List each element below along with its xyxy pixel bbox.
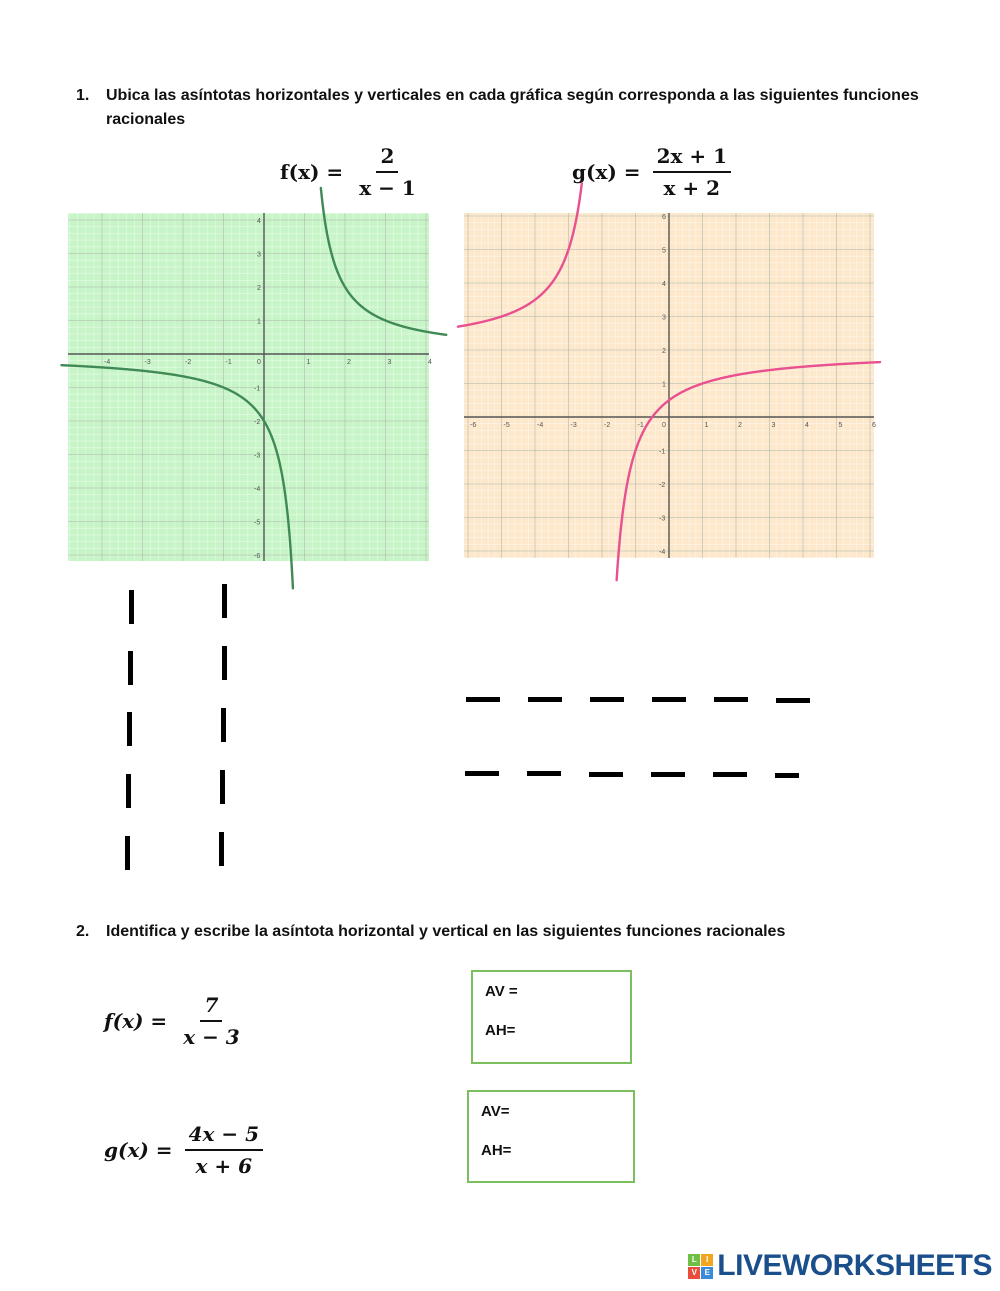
question-1-text-line2: racionales [106,111,186,128]
h-dash[interactable] [651,772,685,777]
question-2-number: 2. [76,923,90,940]
x-tick-label: -4 [104,359,111,366]
y-tick-label: -2 [659,482,666,489]
liveworksheets-logo-text: LIVEWORKSHEETS [717,1249,992,1282]
y-tick-label: -5 [254,519,261,527]
h-dash[interactable] [527,771,561,776]
question-1 [76,84,976,134]
logo-mark-letter: L [688,1254,700,1266]
answer-box-g[interactable] [467,1090,635,1183]
graph-g [464,213,874,558]
graph-f [68,213,432,561]
formula-g-denominator: x + 2 [663,176,721,200]
x-tick-label: 4 [428,359,432,366]
formula-f-q2 [104,991,244,1051]
y-tick-label: 4 [257,218,261,225]
v-dash[interactable] [128,651,133,685]
formula-f2-numerator: 7 [200,993,222,1022]
x-tick-label: -5 [503,422,510,429]
formula-g2-lhs: g(x) = [104,1138,173,1162]
y-tick-label: 2 [662,348,666,355]
v-dash[interactable] [220,770,225,804]
x-tick-label: -2 [185,359,192,366]
h-dash[interactable] [775,773,799,778]
x-tick-label: 2 [347,359,351,366]
y-tick-label: -3 [659,515,666,523]
x-tick-label: -6 [470,422,477,429]
v-dash[interactable] [125,836,130,870]
logo-mark-letter: E [701,1267,713,1279]
liveworksheets-logo-mark [688,1254,713,1279]
h-dash[interactable] [714,697,748,702]
y-tick-label: -4 [254,486,261,493]
answer-box-f[interactable] [471,970,632,1064]
v-dash[interactable] [127,712,132,746]
formula-f2-denominator: x − 3 [183,1025,240,1049]
x-tick-label: 3 [771,422,776,429]
y-tick-label: -1 [659,448,666,456]
x-tick-label: 4 [805,422,809,429]
v-dash[interactable] [221,708,226,742]
x-tick-label: 3 [387,359,392,366]
answer-box-g-av-label: AV= [481,1103,510,1120]
x-tick-label: -3 [144,359,151,366]
x-tick-label: 1 [306,359,311,366]
graph-background [68,213,429,561]
formula-f-lhs: f(x) = [280,160,344,184]
v-dash[interactable] [126,774,131,808]
formula-g2-numerator: 4x − 5 [185,1122,263,1151]
v-dash[interactable] [129,590,134,624]
y-tick-label: -2 [254,419,261,426]
x-tick-label: 1 [704,422,709,429]
x-tick-label: 2 [738,422,742,429]
formula-f-denominator: x − 1 [359,176,416,200]
question-2 [76,920,976,944]
y-tick-label: 3 [257,251,261,259]
y-tick-label: 1 [662,381,666,389]
formula-f2-lhs: f(x) = [104,1009,168,1033]
formula-g-lhs: g(x) = [572,160,641,184]
graph-g-plot [464,213,874,558]
logo-mark-letter: I [701,1254,713,1266]
h-dash[interactable] [590,697,624,702]
y-tick-label: 2 [257,285,261,292]
x-tick-label: 0 [662,422,666,429]
x-tick-label: -1 [637,422,644,429]
y-tick-label: -4 [659,549,666,556]
v-dash[interactable] [222,584,227,618]
y-tick-label: -3 [254,452,261,460]
y-tick-label: 3 [662,314,666,322]
h-dash[interactable] [465,771,499,776]
x-tick-label: -4 [537,422,544,429]
formula-g-q1 [572,143,731,201]
y-tick-label: 1 [257,318,261,326]
x-tick-label: 0 [257,359,261,366]
formula-g-numerator: 2x + 1 [653,144,731,173]
h-dash[interactable] [528,697,562,702]
v-dash[interactable] [222,646,227,680]
formula-g2-denominator: x + 6 [195,1154,253,1178]
h-dash[interactable] [652,697,686,702]
x-tick-label: 6 [872,422,876,429]
liveworksheets-logo [688,1249,992,1283]
x-tick-label: -3 [570,422,577,429]
graph-f-plot [68,213,432,561]
x-tick-label: -2 [604,422,611,429]
answer-box-f-ah-label: AH= [485,1022,516,1039]
y-tick-label: 4 [662,281,666,288]
h-dash[interactable] [466,697,500,702]
answer-box-g-ah-label: AH= [481,1142,512,1159]
y-tick-label: -6 [254,553,261,560]
question-1-text-line1: Ubica las asíntotas horizontales y verticales en cada gráfica según corresponda a las siguientes funciones [106,87,919,104]
y-tick-label: 5 [662,247,666,255]
y-tick-label: -1 [254,385,261,393]
question-1-number: 1. [76,87,90,104]
y-tick-label: 6 [662,214,666,221]
formula-f-numerator: 2 [376,144,398,173]
h-dash[interactable] [589,772,623,777]
formula-f-q1 [280,143,420,201]
v-dash[interactable] [219,832,224,866]
x-tick-label: 5 [838,422,843,429]
question-2-text: Identifica y escribe la asíntota horizontal y vertical en las siguientes funciones racionales [106,923,786,940]
formula-g-q2 [104,1120,263,1180]
x-tick-label: -1 [225,359,232,366]
h-dash[interactable] [713,772,747,777]
answer-box-f-av-label: AV = [485,983,518,1000]
h-dash[interactable] [776,698,810,703]
logo-mark-letter: V [688,1267,700,1279]
